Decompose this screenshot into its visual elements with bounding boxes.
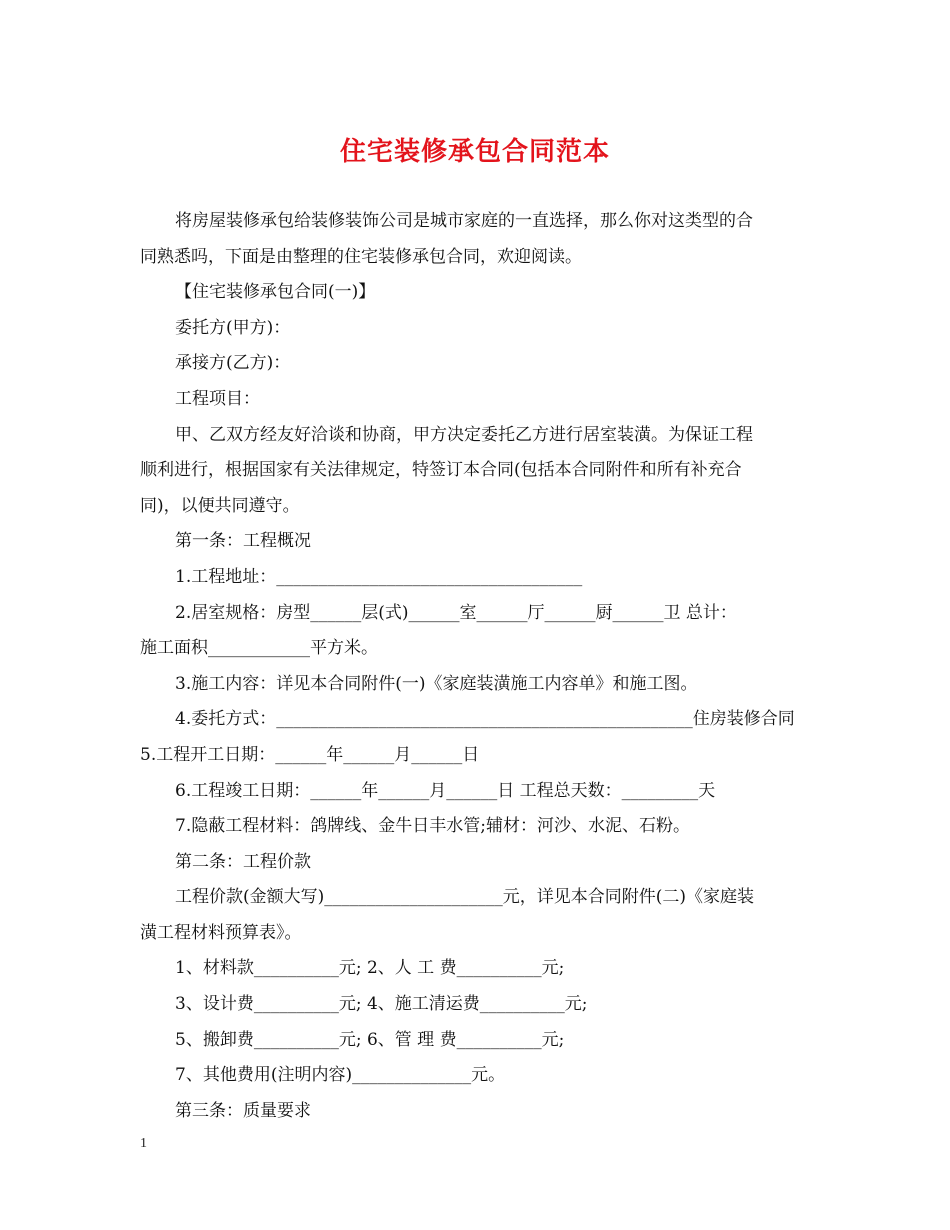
fee-line: 1、材料款__________元; 2、人 工 费__________元; bbox=[175, 958, 565, 979]
clause-line: 4.委托方式：_________________________________________________住房装修合同 bbox=[175, 709, 795, 730]
clause-line: 工程价款(金额大写)_____________________元，详见本合同附件(二)《家庭装 bbox=[175, 887, 755, 908]
paragraph-line: 顺利进行，根据国家有关法律规定，特签订本合同(包括本合同附件和所有补充合 bbox=[140, 460, 742, 481]
clause-line: 6.工程竣工日期：______年______月______日 工程总天数：_________天 bbox=[175, 780, 716, 801]
clause-line: 3.施工内容：详见本合同附件(一)《家庭装潢施工内容单》和施工图。 bbox=[175, 673, 698, 694]
article-heading: 第一条：工程概况 bbox=[175, 531, 311, 552]
fee-line: 7、其他费用(注明内容)______________元。 bbox=[175, 1065, 506, 1086]
paragraph-line: 委托方(甲方)： bbox=[175, 317, 291, 338]
paragraph-line: 承接方(乙方)： bbox=[175, 353, 291, 374]
paragraph-line: 工程项目： bbox=[175, 388, 260, 409]
fee-line: 3、设计费__________元; 4、施工清运费__________元; bbox=[175, 994, 588, 1015]
clause-line: 施工面积____________平方米。 bbox=[140, 638, 378, 659]
clause-line: 潢工程材料预算表》。 bbox=[140, 922, 302, 943]
clause-line: 5.工程开工日期：______年______月______日 bbox=[140, 744, 480, 765]
article-heading: 第三条：质量要求 bbox=[175, 1100, 311, 1121]
section-heading: 【住宅装修承包合同(一)】 bbox=[175, 282, 376, 303]
paragraph-line: 将房屋装修承包给装修装饰公司是城市家庭的一直选择，那么你对这类型的合 bbox=[175, 211, 753, 231]
article-heading: 第二条：工程价款 bbox=[175, 851, 311, 872]
document-body bbox=[140, 204, 812, 1129]
page-number: 1 bbox=[140, 1136, 147, 1151]
clause-line: 7.隐蔽工程材料：鸽牌线、金牛日丰水管;辅材：河沙、水泥、石粉。 bbox=[175, 816, 690, 837]
clause-line: 2.居室规格：房型______层(式)______室______厅______厨______卫 总计： bbox=[175, 602, 737, 623]
paragraph-line: 同)，以便共同遵守。 bbox=[140, 495, 300, 516]
paragraph-line: 同熟悉吗，下面是由整理的住宅装修承包合同，欢迎阅读。 bbox=[140, 246, 582, 267]
clause-line: 1.工程地址：____________________________________ bbox=[175, 566, 583, 587]
document-title: 住宅装修承包合同范本 bbox=[339, 137, 610, 167]
fee-line: 5、搬卸费__________元; 6、管 理 费__________元; bbox=[175, 1029, 565, 1050]
paragraph-line: 甲、乙双方经友好洽谈和协商，甲方决定委托乙方进行居室装潢。为保证工程 bbox=[175, 424, 753, 445]
